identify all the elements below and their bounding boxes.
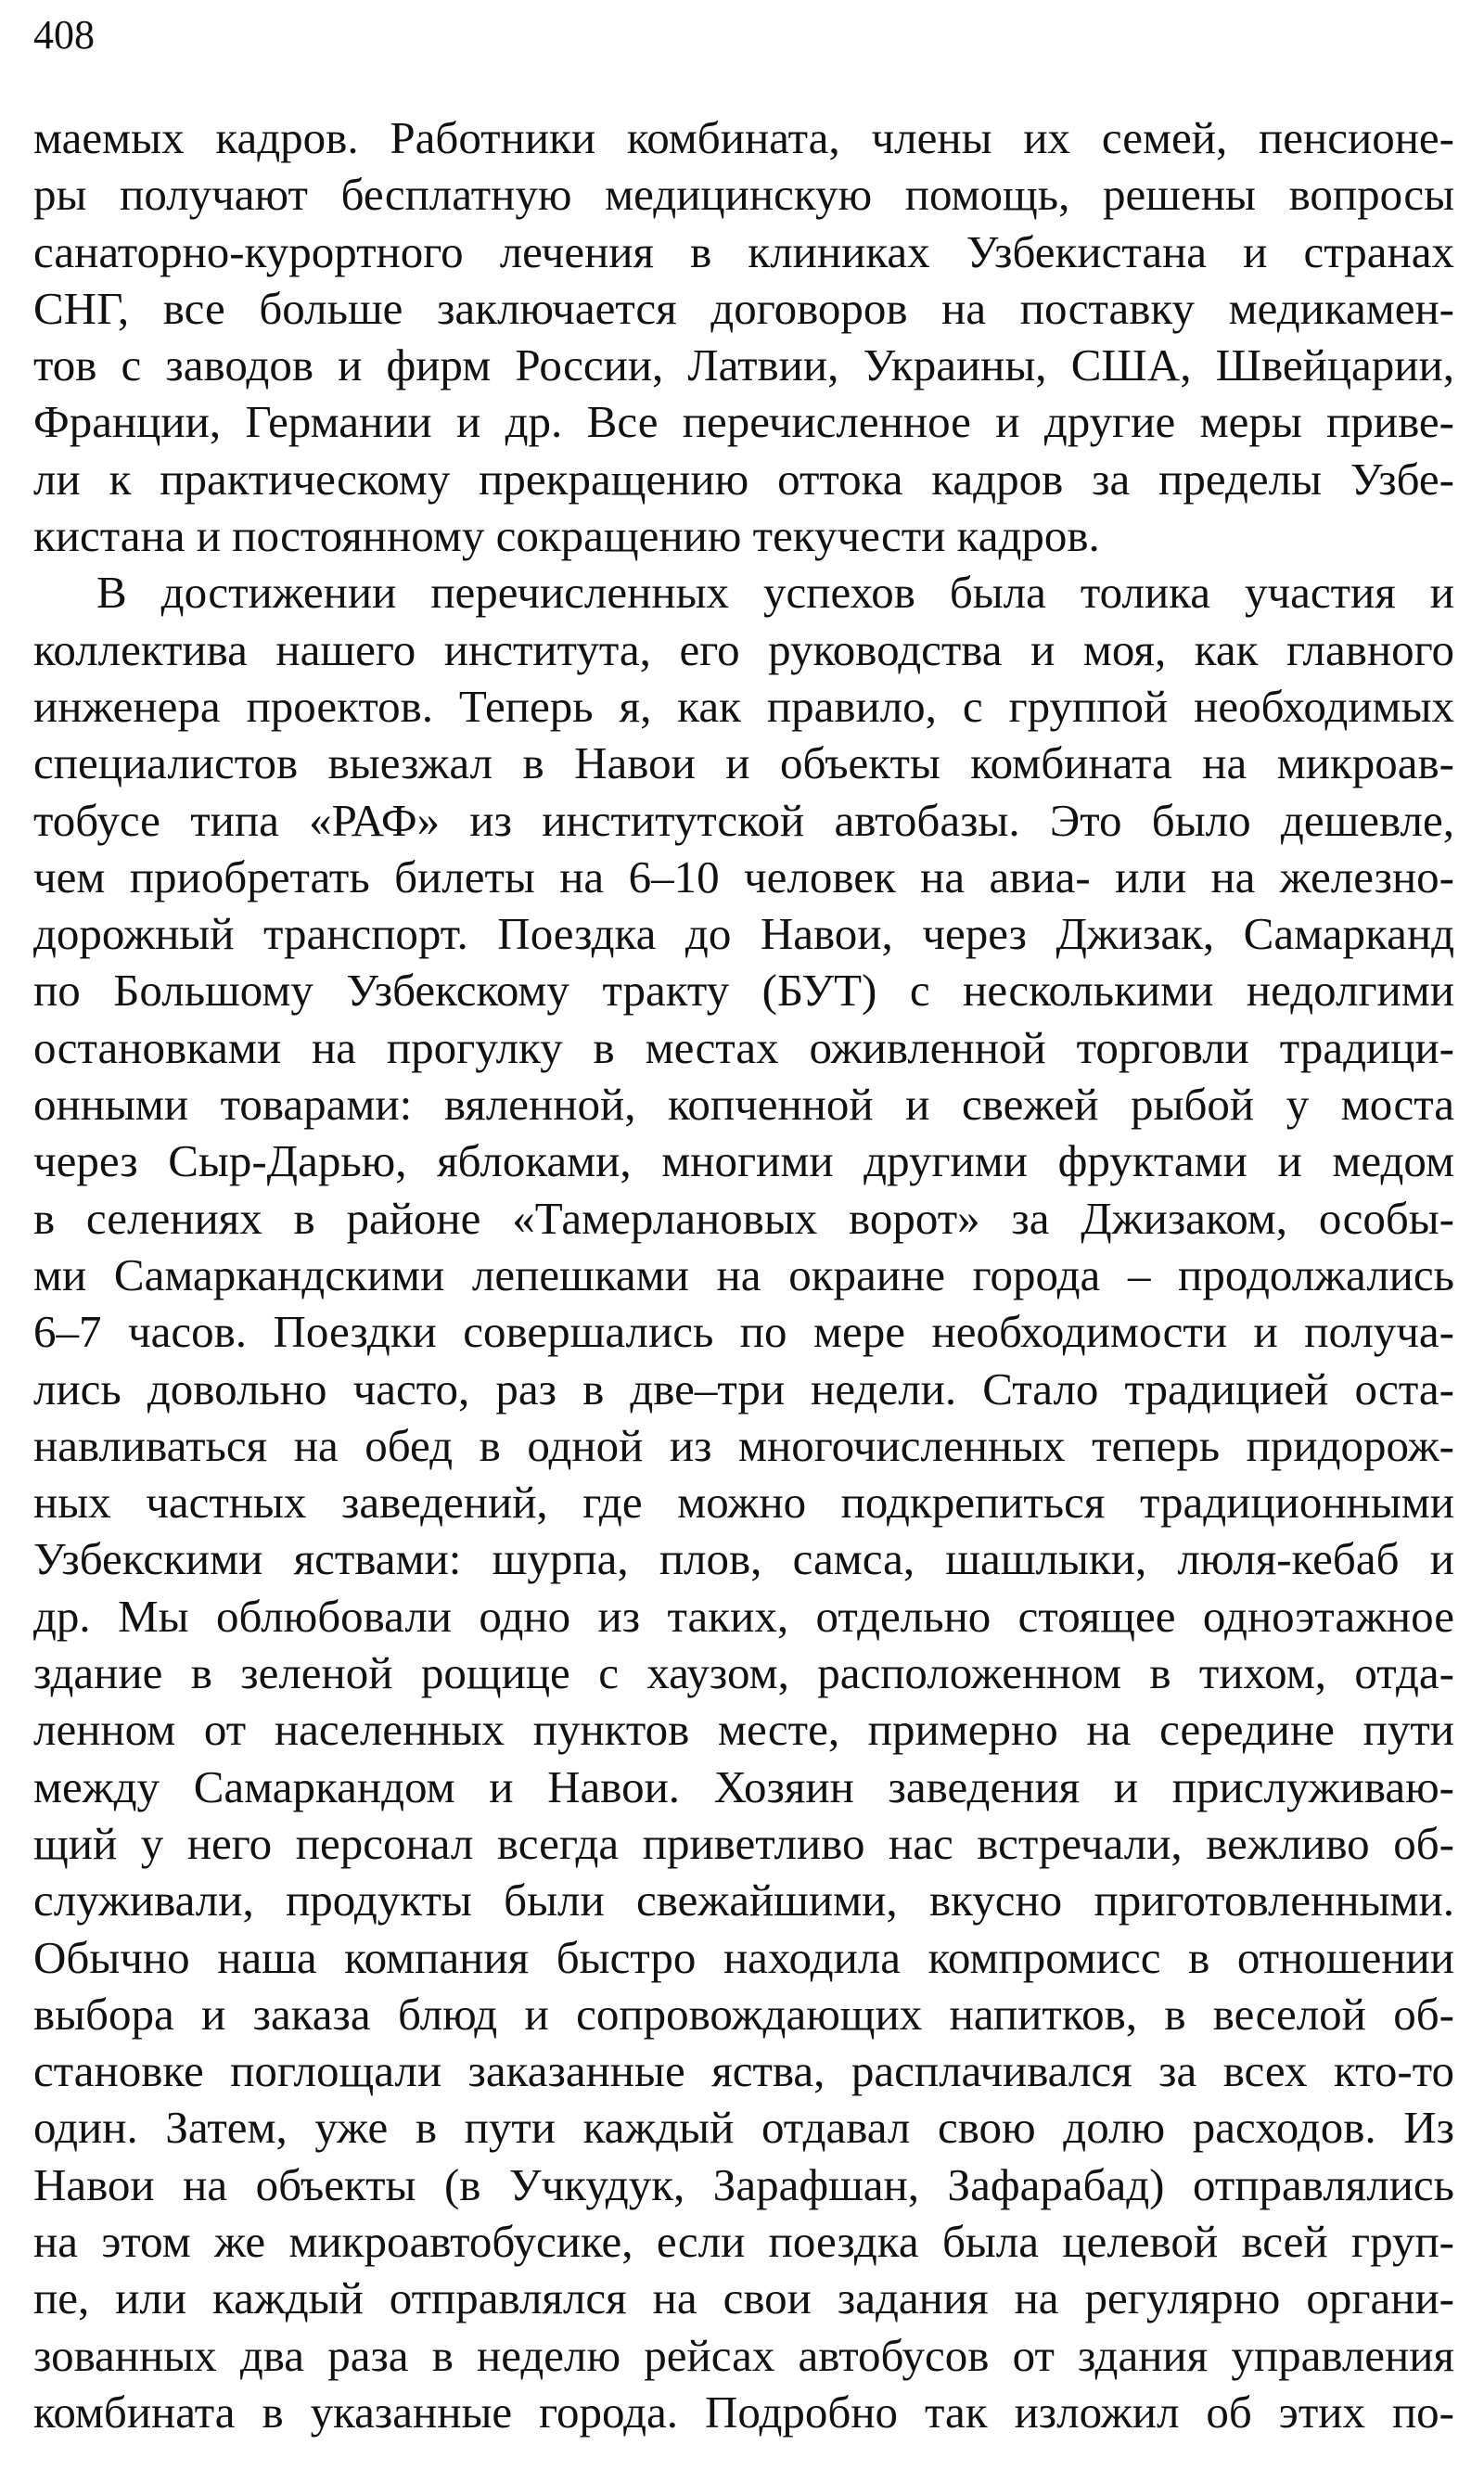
text-line: ленном от населенных пунктов месте, примерно на середине пути [33, 1704, 1454, 1756]
text-line: один. Затем, уже в пути каждый отдавал свою долю расходов. Из [33, 2102, 1454, 2154]
text-line: навливаться на обед в одной из многочисленных теперь придорож- [33, 1419, 1454, 1471]
text-line: тобусе типа «РАФ» из институтской автобазы. Это было дешевле, [33, 794, 1454, 846]
text-line: выбора и заказа блюд и сопровождающих напитков, в веселой об- [33, 1988, 1454, 2040]
text-line: комбината в указанные города. Подробно так изложил об этих по- [33, 2386, 1454, 2438]
text-line: лись довольно часто, раз в две–три недели. Стало традицией оста- [33, 1363, 1454, 1414]
text-line: инженера проектов. Теперь я, как правило, с группой необходимых [33, 680, 1454, 732]
text-line: В достижении перечисленных успехов была толика участия и [96, 567, 1454, 619]
body-text [33, 109, 1454, 2440]
text-line: ли к практическому прекращению оттока кадров за пределы Узбе- [33, 453, 1454, 505]
text-line: пе, или каждый отправлялся на свои задания на регулярно органи- [33, 2272, 1454, 2324]
text-line: чем приобретать билеты на 6–10 человек на авиа- или на железно- [33, 851, 1454, 902]
text-line: специалистов выезжал в Навои и объекты комбината на микроав- [33, 737, 1454, 789]
text-line: Навои на объекты (в Учкудук, Зарафшан, Зафарабад) отправлялись [33, 2158, 1454, 2210]
text-line: СНГ, все больше заключается договоров на поставку медикамен- [33, 282, 1454, 334]
text-line: становке поглощали заказанные яства, расплачивался за всех кто-то [33, 2045, 1454, 2097]
text-line: маемых кадров. Работники комбината, члены их семей, пенсионе- [33, 112, 1454, 163]
text-line: санаторно-курортного лечения в клиниках Узбекистана и странах [33, 225, 1454, 277]
text-line: 6–7 часов. Поездки совершались по мере необходимости и получа- [33, 1306, 1454, 1358]
text-line: коллектива нашего института, его руководства и моя, как главного [33, 623, 1454, 675]
text-line: ры получают бесплатную медицинскую помощь, решены вопросы [33, 169, 1454, 221]
text-line: онными товарами: вяленной, копченной и свежей рыбой у моста [33, 1079, 1454, 1131]
text-line: служивали, продукты были свежайшими, вкусно приготовленными. [33, 1875, 1454, 1926]
text-line: Обычно наша компания быстро находила компромисс в отношении [33, 1931, 1454, 1983]
page-number: 408 [33, 12, 95, 58]
text-line: в селениях в районе «Тамерлановых ворот» за Джизаком, особы- [33, 1192, 1454, 1244]
text-line: на этом же микроавтобусике, если поездка была целевой всей груп- [33, 2215, 1454, 2267]
text-line: дорожный транспорт. Поездка до Навои, через Джизак, Самарканд [33, 908, 1454, 960]
text-line: между Самаркандом и Навои. Хозяин заведения и прислуживаю- [33, 1760, 1454, 1812]
text-line: зованных два раза в неделю рейсах автобусов от здания управления [33, 2329, 1454, 2381]
text-line: остановками на прогулку в местах оживленной торговли традици- [33, 1021, 1454, 1073]
text-line: др. Мы облюбовали одно из таких, отдельно стоящее одноэтажное [33, 1590, 1454, 1642]
text-line: кистана и постоянному сокращению текучести кадров. [33, 510, 1100, 562]
text-line: щий у него персонал всегда приветливо нас встречали, вежливо об- [33, 1817, 1454, 1869]
text-line: ми Самаркандскими лепешками на окраине города – продолжались [33, 1248, 1454, 1300]
text-line: по Большому Узбекскому тракту (БУТ) с несколькими недолгими [33, 965, 1454, 1017]
text-line: Узбекскими яствами: шурпа, плов, самса, шашлыки, люля-кебаб и [33, 1533, 1454, 1585]
text-line: ных частных заведений, где можно подкрепиться традиционными [33, 1477, 1454, 1529]
text-line: здание в зеленой рощице с хаузом, расположенном в тихом, отда- [33, 1647, 1454, 1699]
text-line: через Сыр-Дарью, яблоками, многими другими фруктами и медом [33, 1135, 1454, 1187]
text-line: тов с заводов и фирм России, Латвии, Украины, США, Швейцарии, [33, 339, 1454, 391]
text-line: Франции, Германии и др. Все перечисленное и другие меры приве- [33, 396, 1454, 448]
